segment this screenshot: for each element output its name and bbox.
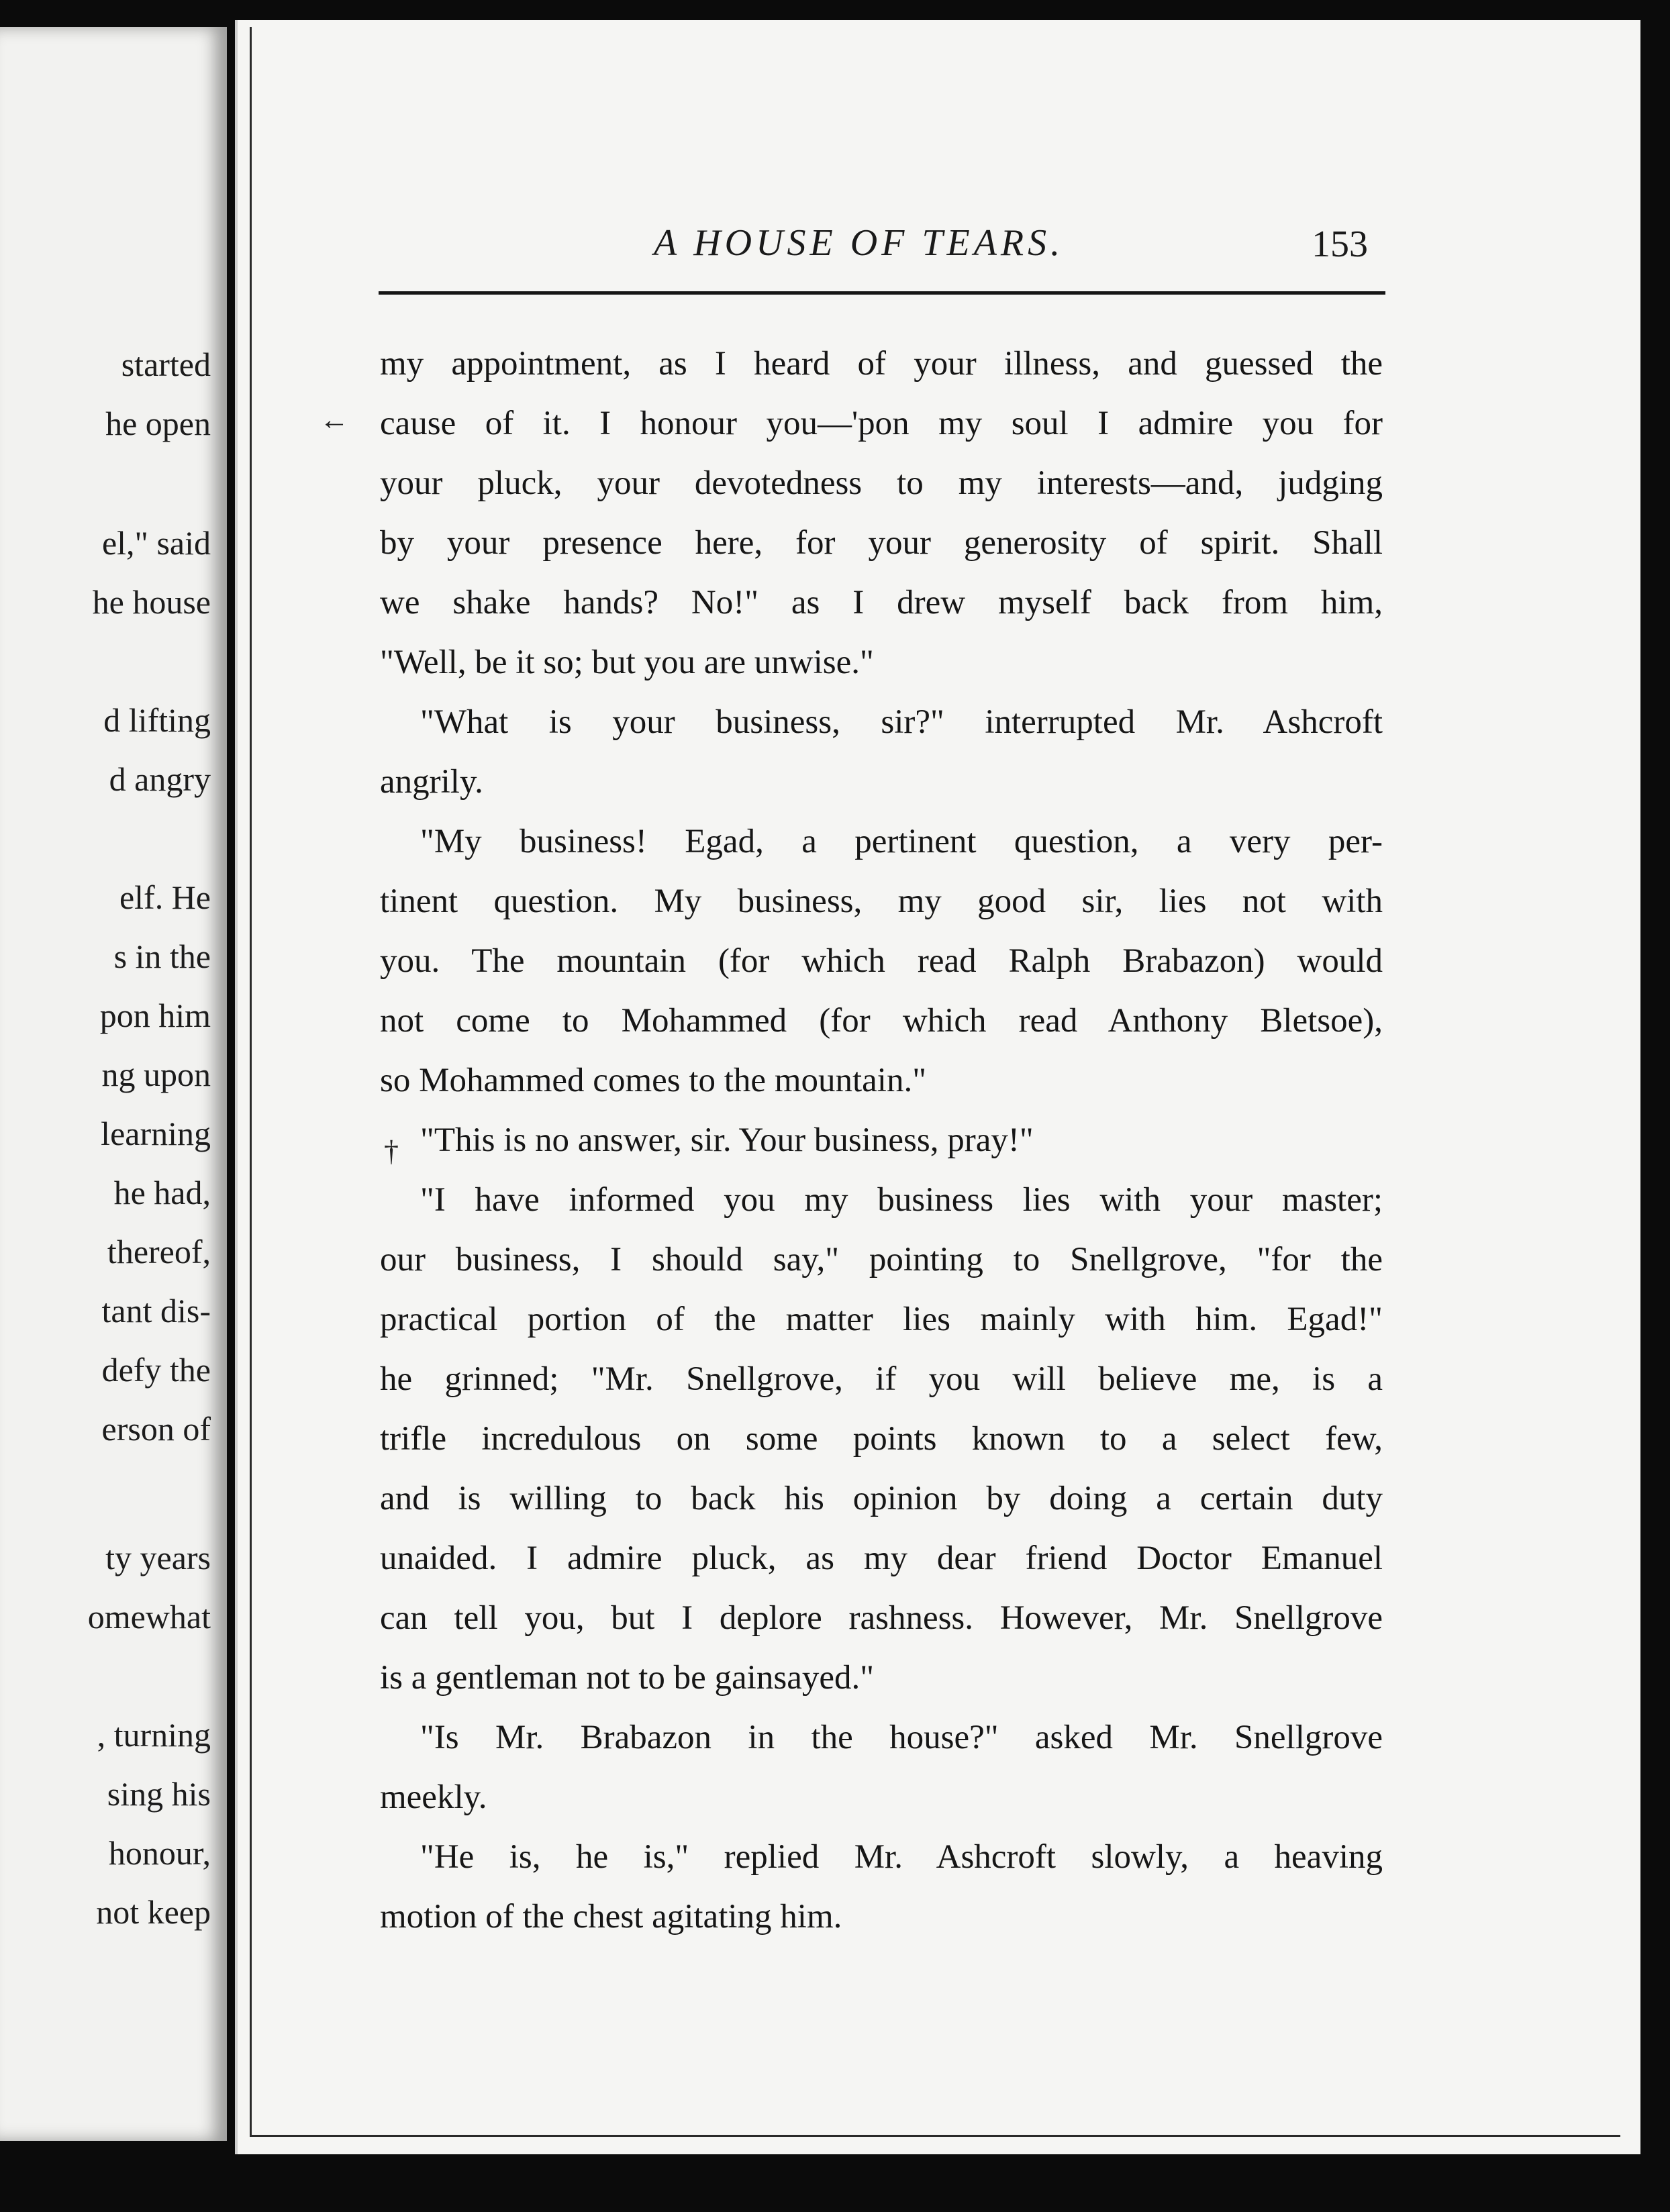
text-line: "I have informed you my business lies with your master; <box>420 1181 1383 1219</box>
facing-page-line: , turning <box>97 1716 211 1754</box>
facing-page-line: elf. He <box>119 878 211 916</box>
text-line: can tell you, but I deplore rashness. However, Mr. Snellgrove <box>380 1599 1383 1637</box>
text-line: and is willing to back his opinion by doing a certain duty <box>380 1480 1383 1517</box>
facing-page-line: sing his <box>107 1775 211 1813</box>
header-rule <box>379 291 1385 295</box>
text-line: "Well, be it so; but you are unwise." <box>380 644 874 681</box>
facing-page-line: he open <box>105 405 211 442</box>
text-line: "My business! Egad, a pertinent question, a very per- <box>420 823 1383 860</box>
facing-page-line: d lifting <box>103 701 211 739</box>
text-line: is a gentleman not to be gainsayed." <box>380 1659 875 1697</box>
text-line: so Mohammed comes to the mountain." <box>380 1062 927 1099</box>
facing-page-line: not keep <box>96 1893 211 1931</box>
text-line: motion of the chest agitating him. <box>380 1898 842 1936</box>
text-line: tinent question. My business, my good sir, lies not with <box>380 883 1383 920</box>
facing-page-line: s in the <box>113 938 211 975</box>
page-body <box>380 334 1383 1947</box>
facing-page-line: ty years <box>105 1539 211 1576</box>
facing-page-line: el," said <box>101 524 211 562</box>
text-line: cause of it. I honour you—'pon my soul I admire you for <box>380 405 1383 442</box>
text-line: we shake hands? No!" as I drew myself back from him, <box>380 584 1383 621</box>
facing-page <box>0 27 227 2141</box>
facing-page-line: thereof, <box>107 1233 211 1270</box>
text-line: practical portion of the matter lies mainly with him. Egad!" <box>380 1301 1383 1338</box>
facing-page-line: pon him <box>99 997 211 1034</box>
text-line: by your presence here, for your generosity of spirit. Shall <box>380 524 1383 562</box>
text-line: "He is, he is," replied Mr. Ashcroft slowly, a heaving <box>420 1838 1383 1876</box>
page-number: 153 <box>1312 223 1368 265</box>
text-line: angrily. <box>380 763 483 801</box>
text-line: meekly. <box>380 1778 487 1816</box>
facing-page-line: he house <box>92 583 211 621</box>
facing-page-line: learning <box>101 1115 211 1152</box>
text-line: unaided. I admire pluck, as my dear friend Doctor Emanuel <box>380 1540 1383 1577</box>
text-line: you. The mountain (for which read Ralph Brabazon) would <box>380 942 1383 980</box>
facing-page-line: omewhat <box>87 1598 211 1636</box>
text-line: trifle incredulous on some points known to a select few, <box>380 1420 1383 1458</box>
facing-page-line: defy the <box>101 1351 211 1389</box>
facing-page-line: he had, <box>113 1174 211 1211</box>
margin-arrow-icon: ← <box>320 403 349 436</box>
text-line: your pluck, your devotedness to my interests—and, judging <box>380 464 1383 502</box>
text-line: our business, I should say," pointing to Snellgrove, "for the <box>380 1241 1383 1278</box>
text-line: "This is no answer, sir. Your business, pray!" <box>420 1121 1034 1159</box>
facing-page-line: honour, <box>108 1834 211 1872</box>
facing-page-line: started <box>121 346 211 383</box>
book-page <box>235 20 1640 2154</box>
text-line: "Is Mr. Brabazon in the house?" asked Mr. Snellgrove <box>420 1719 1383 1756</box>
text-line: "What is your business, sir?" interrupted Mr. Ashcroft <box>420 703 1383 741</box>
facing-page-line: erson of <box>101 1410 211 1448</box>
text-line: my appointment, as I heard of your illness, and guessed the <box>380 345 1383 383</box>
text-line: he grinned; "Mr. Snellgrove, if you will believe me, is a <box>380 1360 1383 1398</box>
margin-mark-icon: † <box>384 1135 399 1168</box>
facing-page-line: d angry <box>109 760 211 798</box>
facing-page-line: tant dis- <box>101 1292 211 1329</box>
running-head: A HOUSE OF TEARS. <box>654 222 1065 264</box>
facing-page-line: ng upon <box>101 1056 211 1093</box>
text-line: not come to Mohammed (for which read Anthony Bletsoe), <box>380 1002 1383 1040</box>
